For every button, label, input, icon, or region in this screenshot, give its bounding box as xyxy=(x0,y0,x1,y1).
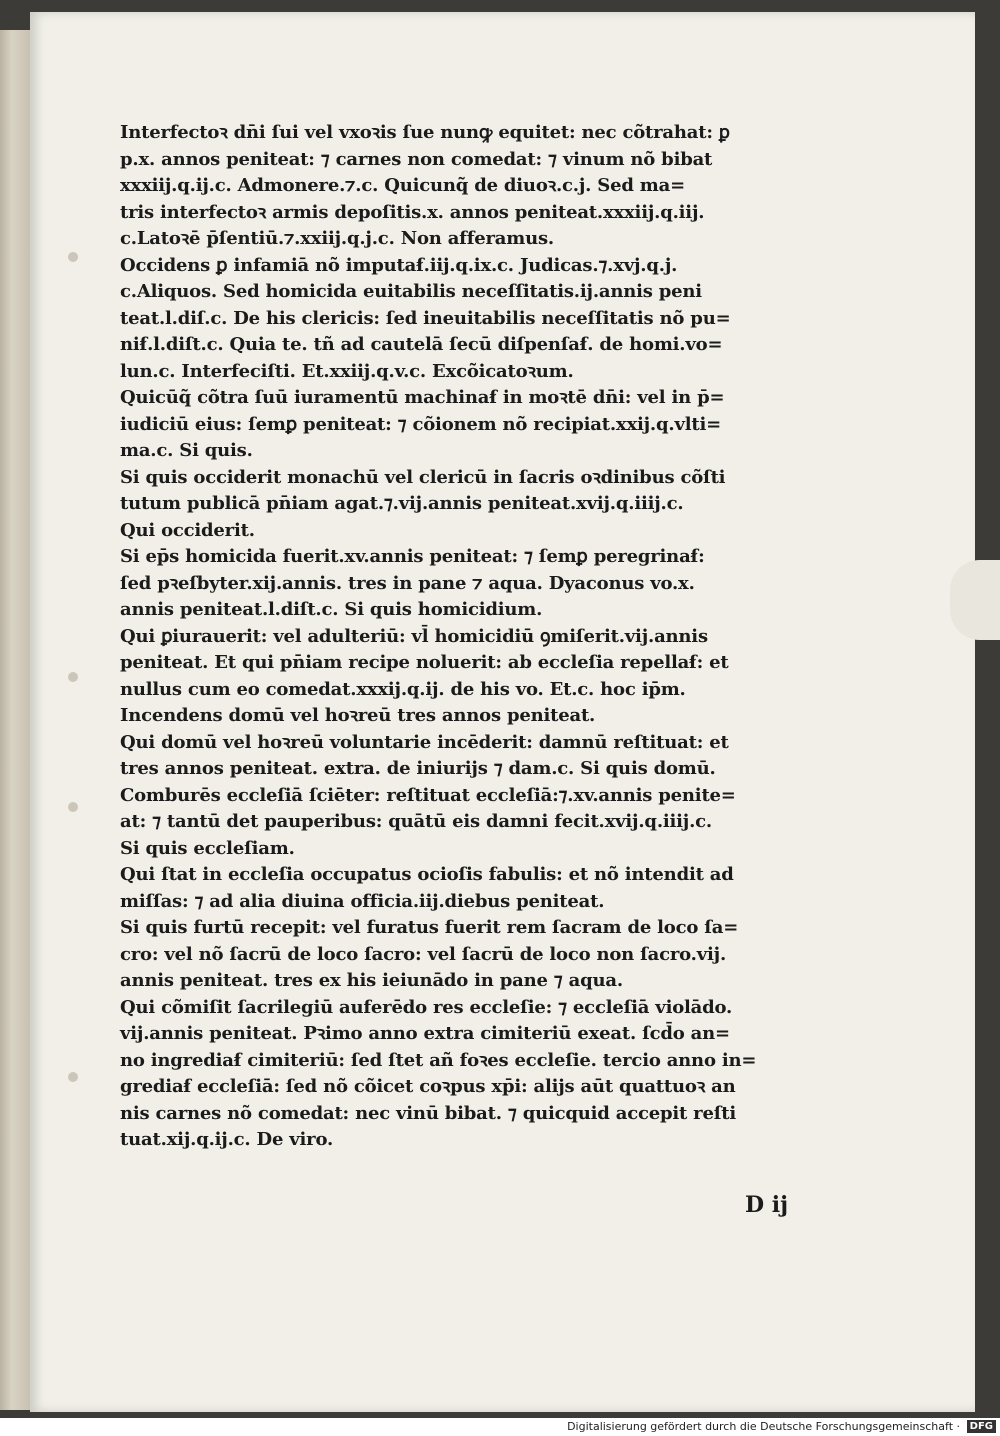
binding-hole xyxy=(68,252,78,262)
text-line: nullus cum eo comedat.xxxij.q.ij. de his vo. Et.c. hoc ip̄m. xyxy=(120,678,686,700)
binding-hole xyxy=(68,1072,78,1082)
text-line: tutum publicā pn̄iam agat.⁊.vij.annis peniteat.xvij.q.iiij.c. xyxy=(120,493,684,514)
text-line: xxxiij.q.ij.c. Admonere.⁊.c. Quicunq̃ de diuoꝛ.c.j. Sed ma= xyxy=(120,175,685,196)
previous-page-edge xyxy=(0,30,30,1410)
text-line: no ingrediaẜ cimiteriū: ſed ſtet añ foꝛes eccleſie. tercio anno in= xyxy=(120,1049,757,1071)
text-line: annis peniteat.l.diſt.c. Si quis homicidium. xyxy=(120,599,543,620)
text-line: Qui occiderit. xyxy=(120,519,255,541)
text-line: tris interfectoꝛ armis depoſitis.x. annos peniteat.xxxiij.q.iij. xyxy=(120,201,705,223)
text-line: Si quis eccleſiam. xyxy=(120,837,295,859)
text-line: ſed pꝛeſbyter.xij.annis. tres in pane ⁊ aqua. Dyaconus vo.x. xyxy=(120,572,695,594)
text-line: miſſas: ⁊ ad alia diuina officia.iij.diebus peniteat. xyxy=(120,890,605,912)
text-line: c.Latoꝛē p̄ſentiū.⁊.xxiij.q.j.c. Non afferamus. xyxy=(120,228,554,249)
text-line: vij.annis peniteat. Pꝛimo anno extra cimiteriū exeat. ſcd̄o an= xyxy=(120,1023,730,1044)
text-line: Qui ꝑiurauerit: vel adulteriū: vl̄ homicidiū ꝯmiſerit.vij.annis xyxy=(120,625,708,647)
text-line: Comburēs eccleſiā ſciēter: reſtituat eccleſiā:⁊.xv.annis penite= xyxy=(120,784,736,806)
text-line: c.Aliquos. Sed homicida euitabilis neceſſitatis.ij.annis peni xyxy=(120,281,702,302)
text-line: iudiciū eius: ſemꝑ peniteat: ⁊ cõionem nõ recipiat.xxij.q.vlti= xyxy=(120,413,721,435)
text-line: peniteat. Et qui pn̄iam recipe noluerit: ab eccleſia repellaẜ: et xyxy=(120,652,729,673)
text-line: Incendens domū vel hoꝛreū tres annos peniteat. xyxy=(120,705,596,726)
text-line: Quicūq̃ cõtra ſuū iuramentū machinaẜ in moꝛtē dn̄i: vel in p̄= xyxy=(120,387,725,408)
text-line: tuat.xij.q.ij.c. De viro. xyxy=(120,1129,334,1150)
text-line: cro: vel nõ ſacrū de loco ſacro: vel ſacrū de loco non ſacro.vij. xyxy=(120,943,727,965)
text-line: Interfectoꝛ dn̄i ſui vel vxoꝛis ſue nunꝙ equitet: nec cõtrahat: ꝑ xyxy=(120,122,730,143)
text-line: niẜ.l.diſt.c. Quia te. tñ ad cautelā ſecū diſpenſaẜ. de homi.vo= xyxy=(120,334,723,355)
page-tab xyxy=(950,560,1000,640)
text-line: Qui ſtat in eccleſia occupatus ocioſis fabulis: et nõ intendit ad xyxy=(120,864,734,885)
text-line: ma.c. Si quis. xyxy=(120,440,253,461)
text-line: Occidens ꝑ infamiā nõ imputaẜ.iij.q.ix.c. Judicas.⁊.xvj.q.j. xyxy=(120,254,678,276)
text-line: teat.l.diſ.c. De his clericis: ſed ineuitabilis neceſſitatis nõ pu= xyxy=(120,307,731,329)
text-line: Si ep̄s homicida fuerit.xv.annis peniteat: ⁊ ſemꝑ peregrinaẜ: xyxy=(120,546,705,567)
binding-hole xyxy=(68,802,78,812)
text-line: tres annos peniteat. extra. de iniurijs ⁊ dam.c. Si quis domū. xyxy=(120,758,716,779)
text-line: nis carnes nõ comedat: nec vinū bibat. ⁊ quicquid accepit reſti xyxy=(120,1102,737,1124)
text-line: Qui domū vel hoꝛreū voluntarie incēderit: damnū reſtituat: et xyxy=(120,731,729,753)
page-text xyxy=(120,120,820,1154)
footer-bar xyxy=(0,1418,1000,1436)
text-line: annis peniteat. tres ex his ieiunādo in pane ⁊ aqua. xyxy=(120,970,623,991)
text-line: grediaẜ eccleſiā: ſed nõ cõicet coꝛpus xp̄i: alijs aūt quattuoꝛ an xyxy=(120,1076,736,1097)
text-line: Si quis furtū recepit: vel furatus fuerit rem ſacram de loco ſa= xyxy=(120,917,739,938)
binding-hole xyxy=(68,672,78,682)
text-line: at: ⁊ tantū det pauperibus: quātū eis damni fecit.xvij.q.iiij.c. xyxy=(120,811,713,832)
signature-mark: D ij xyxy=(745,1192,789,1218)
text-line: lun.c. Interfeciſti. Et.xxiij.q.v.c. Excõicatoꝛum. xyxy=(120,360,574,382)
text-line: p.x. annos peniteat: ⁊ carnes non comedat: ⁊ vinum nõ bibat xyxy=(120,148,713,170)
text-line: Qui cõmiſit ſacrilegiū auferēdo res eccleſie: ⁊ eccleſiā violādo. xyxy=(120,996,733,1018)
funding-credit: Digitalisierung gefördert durch die Deutsche Forschungsgemeinschaft · xyxy=(567,1420,960,1433)
dfg-logo: DFG xyxy=(967,1420,996,1433)
text-line: Si quis occiderit monachū vel clericū in ſacris oꝛdinibus cõſti xyxy=(120,466,726,488)
